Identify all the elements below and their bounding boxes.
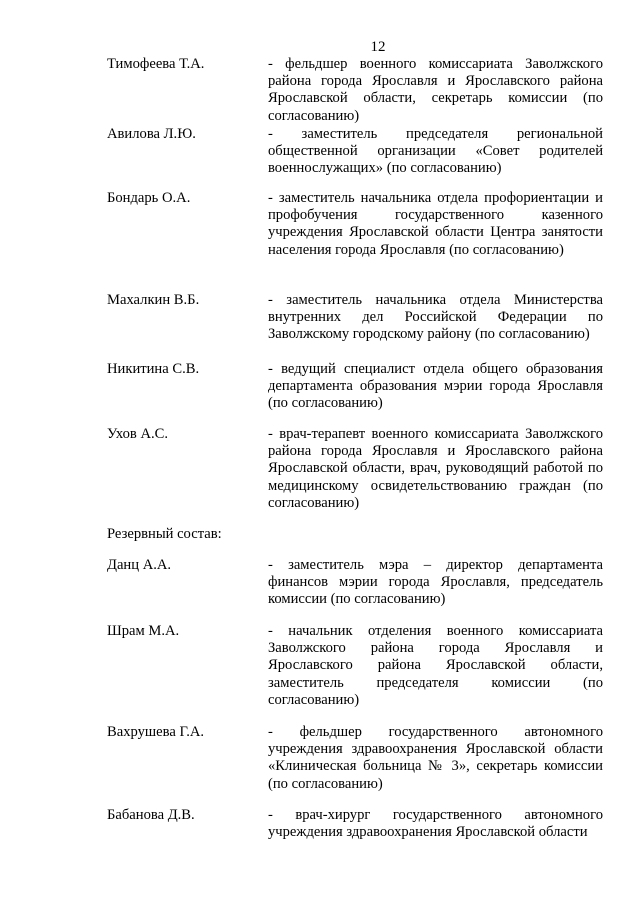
entry-description: - фельдшер государственного автономного учреждения здравоохранения Ярославской области «Клиническая больница № 3», секретарь комиссии (по согласованию) — [268, 724, 603, 792]
entry-description: - ведущий специалист отдела общего образования департамента образования мэрии города Ярославля (по согласованию) — [268, 361, 603, 412]
entry-description: - врач-хирург государственного автономного учреждения здравоохранения Ярославской области — [268, 807, 603, 841]
reserve-section-heading: Резервный состав: — [107, 526, 222, 542]
entry-name: Махалкин В.Б. — [107, 292, 200, 308]
entry-description: - заместитель начальника отдела Министерства внутренних дел Российской Федерации по Заволжскому городскому району (по согласованию) — [268, 292, 603, 343]
entry-description: - врач-терапевт военного комиссариата Заволжского района города Ярославля и Ярославского района Ярославской области, врач, руководящий работой по медицинскому освидетельствованию граждан (по согласованию) — [268, 426, 603, 511]
entry-name: Вахрушева Г.А. — [107, 724, 205, 740]
entry-name: Данц А.А. — [107, 557, 172, 573]
entry-description: - заместитель начальника отдела профориентации и профобучения государственного казенного учреждения Ярославской области Центра занятости населения города Ярославля (по согласованию) — [268, 190, 603, 258]
entry-description: - заместитель мэра – директор департамента финансов мэрии города Ярославля, председатель комиссии (по согласованию) — [268, 557, 603, 608]
entry-description: - начальник отделения военного комиссариата Заволжского района города Ярославля и Ярославского района Ярославской области, заместитель председателя комиссии (по согласованию) — [268, 623, 603, 708]
entry-description: - заместитель председателя региональной общественной организации «Совет родителей военнослужащих» (по согласованию) — [268, 126, 603, 177]
entry-name: Тимофеева Т.А. — [107, 56, 205, 72]
entry-description: - фельдшер военного комиссариата Заволжского района города Ярославля и Ярославского района Ярославской области, секретарь комиссии (по согласованию) — [268, 56, 603, 124]
page-number: 12 — [370, 39, 386, 55]
entry-name: Шрам М.А. — [107, 623, 180, 639]
entry-name: Бабанова Д.В. — [107, 807, 195, 823]
entry-name: Бондарь О.А. — [107, 190, 191, 206]
entry-name: Ухов А.С. — [107, 426, 169, 442]
entry-name: Авилова Л.Ю. — [107, 126, 196, 142]
entry-name: Никитина С.В. — [107, 361, 200, 377]
